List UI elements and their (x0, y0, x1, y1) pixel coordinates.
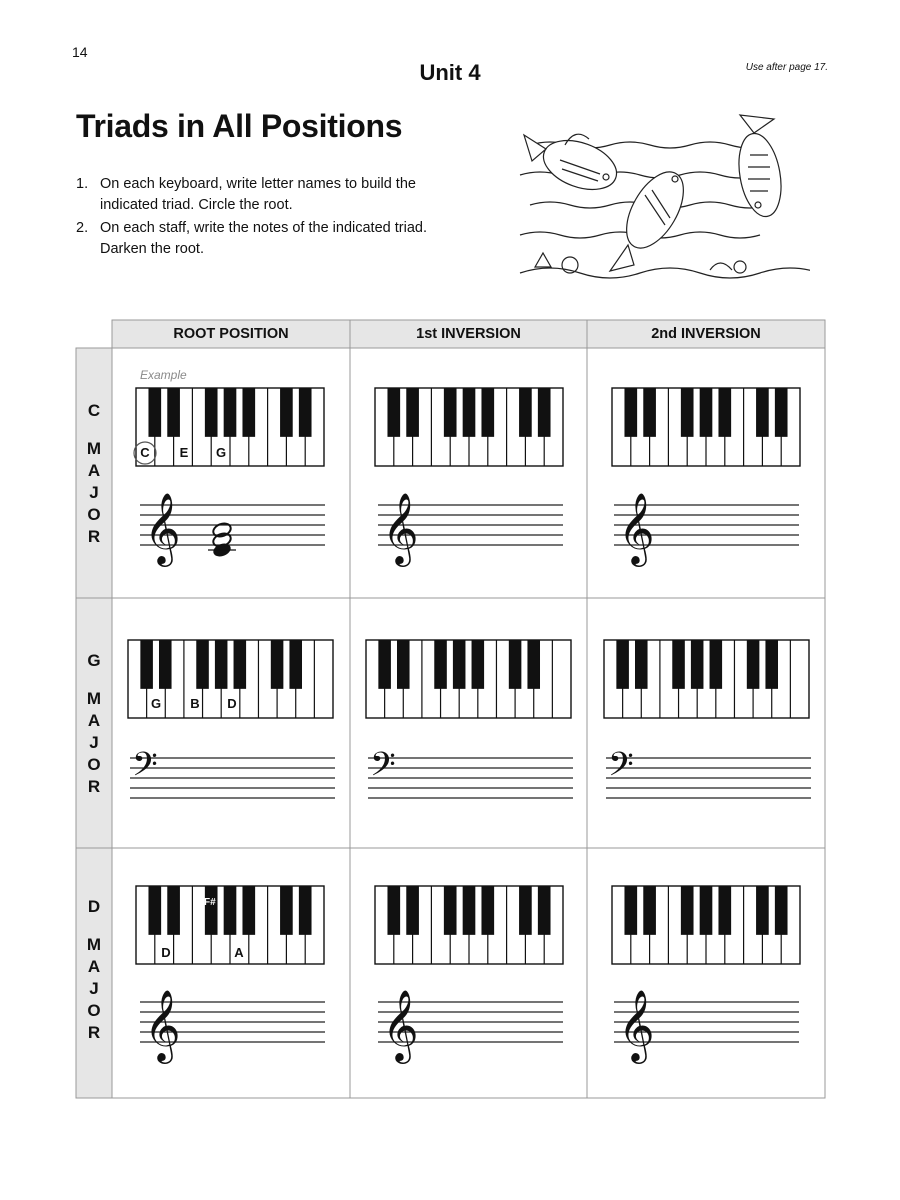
black-key (197, 640, 209, 688)
black-key (472, 640, 484, 688)
black-key (673, 640, 685, 688)
row-header-c-major (76, 400, 112, 548)
black-key (435, 640, 447, 688)
row-word-letter: M (86, 689, 102, 708)
black-key (719, 388, 731, 436)
column-header-root-position: ROOT POSITION (173, 326, 289, 342)
black-key (281, 388, 293, 436)
row-word-letter: J (89, 483, 99, 502)
black-key (538, 886, 550, 934)
bass-clef-icon: 𝄢 (132, 746, 158, 792)
unit-title: Unit 4 (419, 60, 481, 85)
row-key-letter: C (87, 401, 101, 420)
row-word-letter: J (89, 733, 99, 752)
treble-clef-icon: 𝄞 (144, 988, 181, 1061)
key-label-f-sharp: F# (204, 897, 216, 908)
black-key (444, 388, 456, 436)
example-label: Example (140, 368, 187, 382)
black-key (149, 886, 161, 934)
black-key (681, 388, 693, 436)
bass-clef-icon: 𝄢 (370, 746, 396, 792)
key-label-g: G (215, 445, 227, 460)
black-key (625, 886, 637, 934)
instruction-number: 1. (76, 176, 89, 192)
black-key (224, 388, 236, 436)
column-header-2nd-inversion: 2nd INVERSION (651, 326, 761, 342)
treble-clef-icon: 𝄞 (144, 491, 181, 564)
black-key (757, 886, 769, 934)
use-after-note: Use after page 17. (745, 62, 828, 73)
treble-clef-icon: 𝄞 (618, 988, 655, 1061)
keyboard-outline (366, 640, 571, 718)
instruction-number: 2. (76, 220, 89, 236)
row-word-letter: J (89, 979, 99, 998)
black-key (520, 886, 532, 934)
black-key (482, 388, 494, 436)
black-key (299, 388, 311, 436)
black-key (379, 640, 391, 688)
black-key (205, 886, 217, 934)
key-label-d: D (161, 945, 171, 960)
black-key (453, 640, 465, 688)
black-key (644, 886, 656, 934)
black-key (205, 388, 217, 436)
key-label-e: E (179, 445, 189, 460)
row-word-letter: A (87, 711, 101, 730)
row-word-letter: O (87, 505, 101, 524)
black-key (141, 640, 153, 688)
black-key (149, 388, 161, 436)
row-word-letter: A (87, 461, 101, 480)
black-key (388, 388, 400, 436)
black-key (243, 886, 255, 934)
black-key (159, 640, 171, 688)
black-key (766, 640, 778, 688)
black-key (482, 886, 494, 934)
row-word-letter: R (87, 527, 101, 546)
row-word-letter: A (87, 957, 101, 976)
key-label-d: D (227, 696, 237, 711)
row-word-letter: M (86, 935, 102, 954)
treble-clef-icon: 𝄞 (382, 988, 419, 1061)
black-key (644, 388, 656, 436)
black-key (710, 640, 722, 688)
black-key (463, 886, 475, 934)
treble-clef-icon: 𝄞 (382, 491, 419, 564)
key-label-b: B (190, 696, 200, 711)
black-key (407, 388, 419, 436)
black-key (775, 388, 787, 436)
black-key (700, 388, 712, 436)
bass-clef-icon: 𝄢 (608, 746, 634, 792)
key-label-a: A (234, 945, 244, 960)
black-key (463, 388, 475, 436)
black-key (617, 640, 629, 688)
black-key (691, 640, 703, 688)
black-key (681, 886, 693, 934)
black-key (625, 388, 637, 436)
key-label-g: G (150, 696, 162, 711)
black-key (509, 640, 521, 688)
row-word-letter: M (86, 439, 102, 458)
key-label-c: C (140, 445, 150, 460)
black-key (234, 640, 246, 688)
black-key (700, 886, 712, 934)
black-key (719, 886, 731, 934)
row-word-letter: R (87, 777, 101, 796)
black-key (757, 388, 769, 436)
black-key (747, 640, 759, 688)
column-header-1st-inversion: 1st INVERSION (416, 326, 521, 342)
instruction-text: On each keyboard, write letter names to build the indicated triad. Circle the root. (100, 176, 416, 213)
row-key-letter: G (87, 651, 101, 670)
black-key (407, 886, 419, 934)
row-key-letter: D (87, 897, 101, 916)
black-key (168, 886, 180, 934)
black-key (215, 640, 227, 688)
black-key (528, 640, 540, 688)
black-key (168, 388, 180, 436)
black-key (635, 640, 647, 688)
black-key (224, 886, 236, 934)
row-header-d-major (76, 896, 112, 1044)
row-word-letter: O (87, 1001, 101, 1020)
row-word-letter: R (87, 1023, 101, 1042)
black-key (290, 640, 302, 688)
black-key (271, 640, 283, 688)
black-key (775, 886, 787, 934)
black-key (520, 388, 532, 436)
treble-clef-icon: 𝄞 (618, 491, 655, 564)
black-key (281, 886, 293, 934)
page-title: Triads in All Positions (76, 108, 403, 144)
instruction-text: On each staff, write the notes of the indicated triad. Darken the root. (100, 220, 427, 257)
black-key (444, 886, 456, 934)
black-key (243, 388, 255, 436)
row-header-g-major (76, 650, 112, 798)
black-key (388, 886, 400, 934)
page-number: 14 (72, 44, 88, 60)
black-key (299, 886, 311, 934)
black-key (538, 388, 550, 436)
black-key (397, 640, 409, 688)
keyboard-outline (604, 640, 809, 718)
row-word-letter: O (87, 755, 101, 774)
